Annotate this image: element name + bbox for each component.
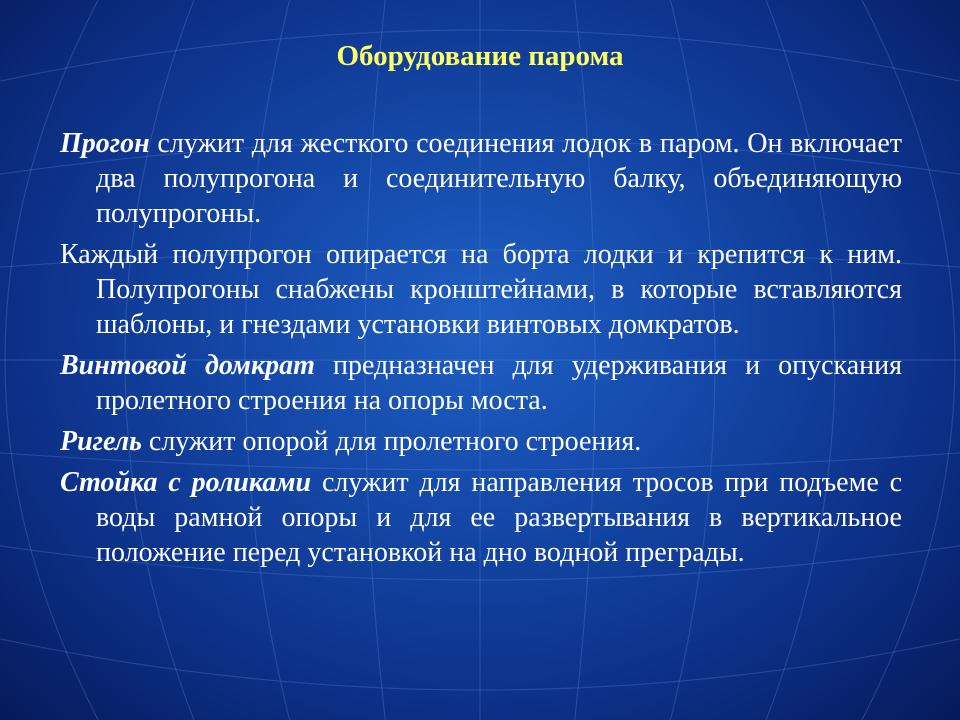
paragraph-text: Каждый полупрогон опирается на борта лодки и крепится к ним. Полупрогоны снабжены кронштейнами, в которые вставляются шаблоны, и гнездами установки винтовых домкратов. <box>60 239 902 340</box>
term: Прогон <box>60 128 150 159</box>
slide-title: Оборудование парома <box>336 40 624 72</box>
term: Стойка с роликами <box>60 467 312 498</box>
paragraph-text: служит опорой для пролетного строения. <box>141 426 642 457</box>
paragraph-text: служит для жесткого соединения лодок в паром. Он включает два полупрогона и соединительную балку, объединяющую полупрогоны. <box>96 128 902 229</box>
paragraph-vintovoy-domkrat <box>60 348 902 418</box>
paragraph-text: предназначен для удерживания и опускания пролетного строения на опоры моста. <box>96 350 902 416</box>
slide-body <box>60 126 902 576</box>
term: Винтовой домкрат <box>60 350 315 381</box>
paragraph-poluprogon <box>60 237 902 342</box>
paragraph-rigel <box>60 424 902 459</box>
paragraph-progon <box>60 126 902 231</box>
term: Ригель <box>60 426 142 457</box>
paragraph-text: служит для направления тросов при подъеме с воды рамной опоры и для ее развертывания в вертикальное положение перед установкой на дно водной преграды. <box>96 467 903 568</box>
paragraph-stoyka-s-rolikami <box>60 465 902 570</box>
